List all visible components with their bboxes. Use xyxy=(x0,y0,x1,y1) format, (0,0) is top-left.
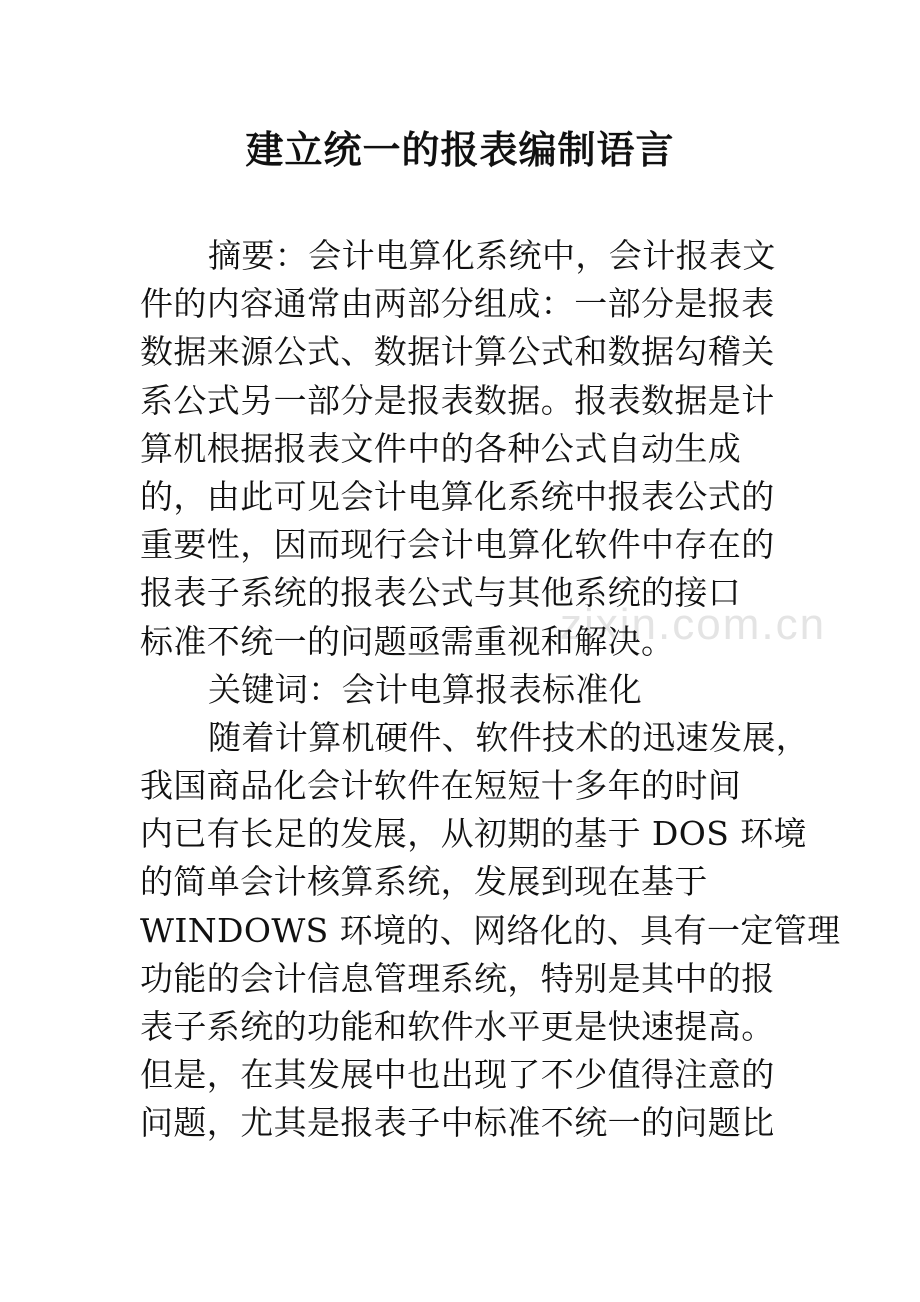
body-line: 的简单会计核算系统，发展到现在基于 xyxy=(140,862,708,902)
body-line: 功能的会计信息管理系统，特别是其中的报 xyxy=(140,958,775,998)
document-body xyxy=(140,232,841,1148)
body-line: 但是，在其发展中也出现了不少值得注意的 xyxy=(140,1055,775,1095)
body-line: 内已有长足的发展，从初期的基于 DOS 环境 xyxy=(140,814,807,854)
body-line: WINDOWS 环境的、网络化的、具有一定管理 xyxy=(140,910,841,950)
body-line: 报表子系统的报表公式与其他系统的接口 xyxy=(140,573,742,613)
body-line: 数据来源公式、数据计算公式和数据勾稽关 xyxy=(140,332,775,372)
body-line: 件的内容通常由两部分组成：一部分是报表 xyxy=(140,284,775,324)
body-line: 系公式另一部分是报表数据。报表数据是计 xyxy=(140,380,775,420)
body-line: 关键词：会计电算报表标准化 xyxy=(208,669,643,709)
body-line: 标准不统一的问题亟需重视和解决。 xyxy=(140,621,675,661)
watermark: zixin.com.cn xyxy=(560,600,827,649)
body-line: 摘要：会计电算化系统中，会计报表文 xyxy=(208,236,776,275)
body-line: 重要性，因而现行会计电算化软件中存在的 xyxy=(140,525,775,565)
body-line: 问题，尤其是报表子中标准不统一的问题比 xyxy=(140,1103,775,1143)
page-title: 建立统一的报表编制语言 xyxy=(245,127,675,172)
body-line: 表子系统的功能和软件水平更是快速提高。 xyxy=(140,1007,775,1046)
body-line: 我国商品化会计软件在短短十多年的时间 xyxy=(140,766,742,806)
body-line: 随着计算机硬件、软件技术的迅速发展， xyxy=(208,717,810,757)
body-line: 的，由此可见会计电算化系统中报表公式的 xyxy=(140,476,775,516)
body-line: 算机根据报表文件中的各种公式自动生成 xyxy=(140,428,742,468)
